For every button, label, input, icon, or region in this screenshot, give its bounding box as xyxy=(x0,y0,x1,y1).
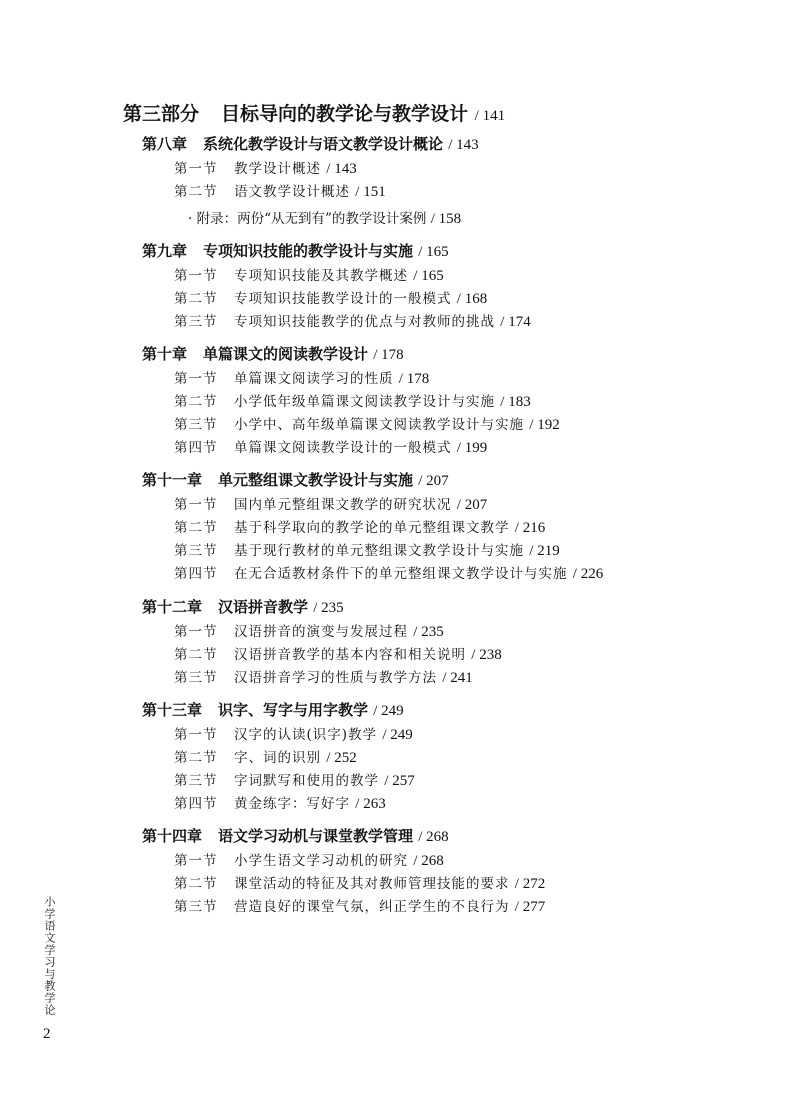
section-page: / 272 xyxy=(514,876,546,892)
toc-appendix xyxy=(188,207,461,228)
toc-section xyxy=(174,792,386,813)
chapter-title: 汉语拼音教学 xyxy=(218,598,309,616)
chapter-title: 系统化教学设计与语文教学设计概论 xyxy=(203,135,444,153)
section-title: 小学中、高年级单篇课文阅读教学设计与实施 xyxy=(234,417,524,433)
toc-section xyxy=(174,562,603,583)
chapter-number: 第十一章 xyxy=(142,471,203,489)
section-number: 第一节 xyxy=(174,727,218,743)
toc-section xyxy=(174,849,444,870)
part-heading xyxy=(123,99,505,126)
toc-section xyxy=(174,769,415,790)
section-number: 第二节 xyxy=(174,876,218,892)
section-number: 第二节 xyxy=(174,750,218,766)
section-number: 第三节 xyxy=(174,314,218,330)
toc-section xyxy=(174,895,545,916)
toc-section xyxy=(174,539,560,560)
chapter-number: 第十二章 xyxy=(142,598,203,616)
section-title: 基于科学取向的教学论的单元整组课文教学 xyxy=(234,520,510,536)
chapter-number: 第十四章 xyxy=(142,827,203,845)
appendix-title: · 附录：两份“从无到有”的教学设计案例 xyxy=(188,211,427,227)
section-title: 专项知识技能及其教学概述 xyxy=(234,268,408,284)
section-number: 第二节 xyxy=(174,394,218,410)
part-number: 第三部分 xyxy=(123,103,200,125)
part-title: 目标导向的教学论与教学设计 xyxy=(221,103,469,125)
toc-section xyxy=(174,620,444,641)
section-title: 语文教学设计概述 xyxy=(234,184,350,200)
chapter-title: 识字、写字与用字教学 xyxy=(218,701,369,719)
chapter-number: 第十三章 xyxy=(142,701,203,719)
toc-section xyxy=(174,746,357,767)
section-number: 第二节 xyxy=(174,291,218,307)
toc-section xyxy=(174,872,545,893)
page-number: 2 xyxy=(43,1026,51,1042)
section-number: 第四节 xyxy=(174,566,218,582)
section-number: 第三节 xyxy=(174,773,218,789)
section-page: / 277 xyxy=(514,899,546,915)
chapter-number: 第十章 xyxy=(142,345,188,363)
chapter-page: / 249 xyxy=(373,703,404,719)
toc-section xyxy=(174,436,487,457)
section-page: / 199 xyxy=(456,440,488,456)
chapter-page: / 235 xyxy=(313,600,344,616)
section-page: / 235 xyxy=(413,624,444,640)
toc-chapter xyxy=(142,469,449,490)
section-number: 第二节 xyxy=(174,520,218,536)
section-page: / 165 xyxy=(413,268,444,284)
section-page: / 252 xyxy=(326,750,357,766)
chapter-title: 专项知识技能的教学设计与实施 xyxy=(203,242,414,260)
toc-section xyxy=(174,157,357,178)
toc-section xyxy=(174,643,502,664)
toc-section xyxy=(174,723,413,744)
section-title: 国内单元整组课文教学的研究状况 xyxy=(234,497,452,513)
section-page: / 183 xyxy=(500,394,531,410)
section-number: 第四节 xyxy=(174,440,218,456)
section-number: 第三节 xyxy=(174,670,218,686)
toc-chapter xyxy=(142,699,404,720)
toc-section xyxy=(174,413,560,434)
section-number: 第一节 xyxy=(174,268,218,284)
section-page: / 219 xyxy=(529,543,560,559)
toc-chapter xyxy=(142,596,344,617)
section-title: 营造良好的课堂气氛，纠正学生的不良行为 xyxy=(234,899,510,915)
section-number: 第四节 xyxy=(174,796,218,812)
toc-chapter xyxy=(142,825,449,846)
section-number: 第一节 xyxy=(174,497,218,513)
section-page: / 178 xyxy=(398,371,430,387)
section-page: / 168 xyxy=(456,291,488,307)
section-number: 第一节 xyxy=(174,624,218,640)
section-title: 教学设计概述 xyxy=(234,161,321,177)
chapter-title: 语文学习动机与课堂教学管理 xyxy=(218,827,414,845)
section-number: 第二节 xyxy=(174,647,218,663)
section-title: 单篇课文阅读学习的性质 xyxy=(234,371,394,387)
toc-section xyxy=(174,287,487,308)
chapter-page: / 165 xyxy=(418,244,449,260)
toc-chapter xyxy=(142,133,479,154)
section-page: / 241 xyxy=(442,670,473,686)
chapter-page: / 268 xyxy=(418,829,449,845)
chapter-number: 第九章 xyxy=(142,242,188,260)
section-page: / 263 xyxy=(355,796,386,812)
section-title: 汉语拼音教学的基本内容和相关说明 xyxy=(234,647,466,663)
section-title: 汉字的认读(识字)教学 xyxy=(234,727,378,743)
toc-section xyxy=(174,367,429,388)
section-page: / 207 xyxy=(456,497,488,513)
section-page: / 268 xyxy=(413,853,444,869)
section-title: 小学低年级单篇课文阅读教学设计与实施 xyxy=(234,394,495,410)
toc-section xyxy=(174,666,473,687)
part-page: / 141 xyxy=(474,108,506,124)
section-title: 黄金练字：写好字 xyxy=(234,796,350,812)
section-number: 第一节 xyxy=(174,853,218,869)
running-book-title: 小学语文学习与教学论 xyxy=(43,896,56,1016)
toc-chapter xyxy=(142,343,404,364)
section-title: 汉语拼音的演变与发展过程 xyxy=(234,624,408,640)
chapter-title: 单篇课文的阅读教学设计 xyxy=(203,345,369,363)
toc-section xyxy=(174,390,531,411)
toc-section xyxy=(174,516,545,537)
section-number: 第一节 xyxy=(174,161,218,177)
section-title: 基于现行教材的单元整组课文教学设计与实施 xyxy=(234,543,524,559)
toc-section xyxy=(174,180,386,201)
section-page: / 249 xyxy=(382,727,413,743)
section-title: 专项知识技能教学的优点与对教师的挑战 xyxy=(234,314,495,330)
section-number: 第三节 xyxy=(174,543,218,559)
appendix-page: / 158 xyxy=(430,211,462,227)
section-title: 字词默写和使用的教学 xyxy=(234,773,379,789)
section-page: / 238 xyxy=(471,647,502,663)
section-title: 字、词的识别 xyxy=(234,750,321,766)
toc-chapter xyxy=(142,240,449,261)
section-title: 单篇课文阅读教学设计的一般模式 xyxy=(234,440,452,456)
section-title: 专项知识技能教学设计的一般模式 xyxy=(234,291,452,307)
toc-section xyxy=(174,264,444,285)
section-title: 汉语拼音学习的性质与教学方法 xyxy=(234,670,437,686)
section-page: / 257 xyxy=(384,773,415,789)
chapter-number: 第八章 xyxy=(142,135,188,153)
section-number: 第二节 xyxy=(174,184,218,200)
section-title: 在无合适教材条件下的单元整组课文教学设计与实施 xyxy=(234,566,568,582)
section-page: / 192 xyxy=(529,417,560,433)
section-title: 课堂活动的特征及其对教师管理技能的要求 xyxy=(234,876,510,892)
section-page: / 226 xyxy=(572,566,604,582)
section-number: 第三节 xyxy=(174,899,218,915)
section-page: / 151 xyxy=(355,184,386,200)
section-title: 小学生语文学习动机的研究 xyxy=(234,853,408,869)
chapter-title: 单元整组课文教学设计与实施 xyxy=(218,471,414,489)
toc-section xyxy=(174,310,531,331)
toc-section xyxy=(174,493,487,514)
chapter-page: / 207 xyxy=(418,473,449,489)
chapter-page: / 143 xyxy=(448,137,479,153)
section-page: / 216 xyxy=(514,520,546,536)
section-page: / 174 xyxy=(500,314,531,330)
section-number: 第一节 xyxy=(174,371,218,387)
section-page: / 143 xyxy=(326,161,357,177)
section-number: 第三节 xyxy=(174,417,218,433)
chapter-page: / 178 xyxy=(373,347,404,363)
